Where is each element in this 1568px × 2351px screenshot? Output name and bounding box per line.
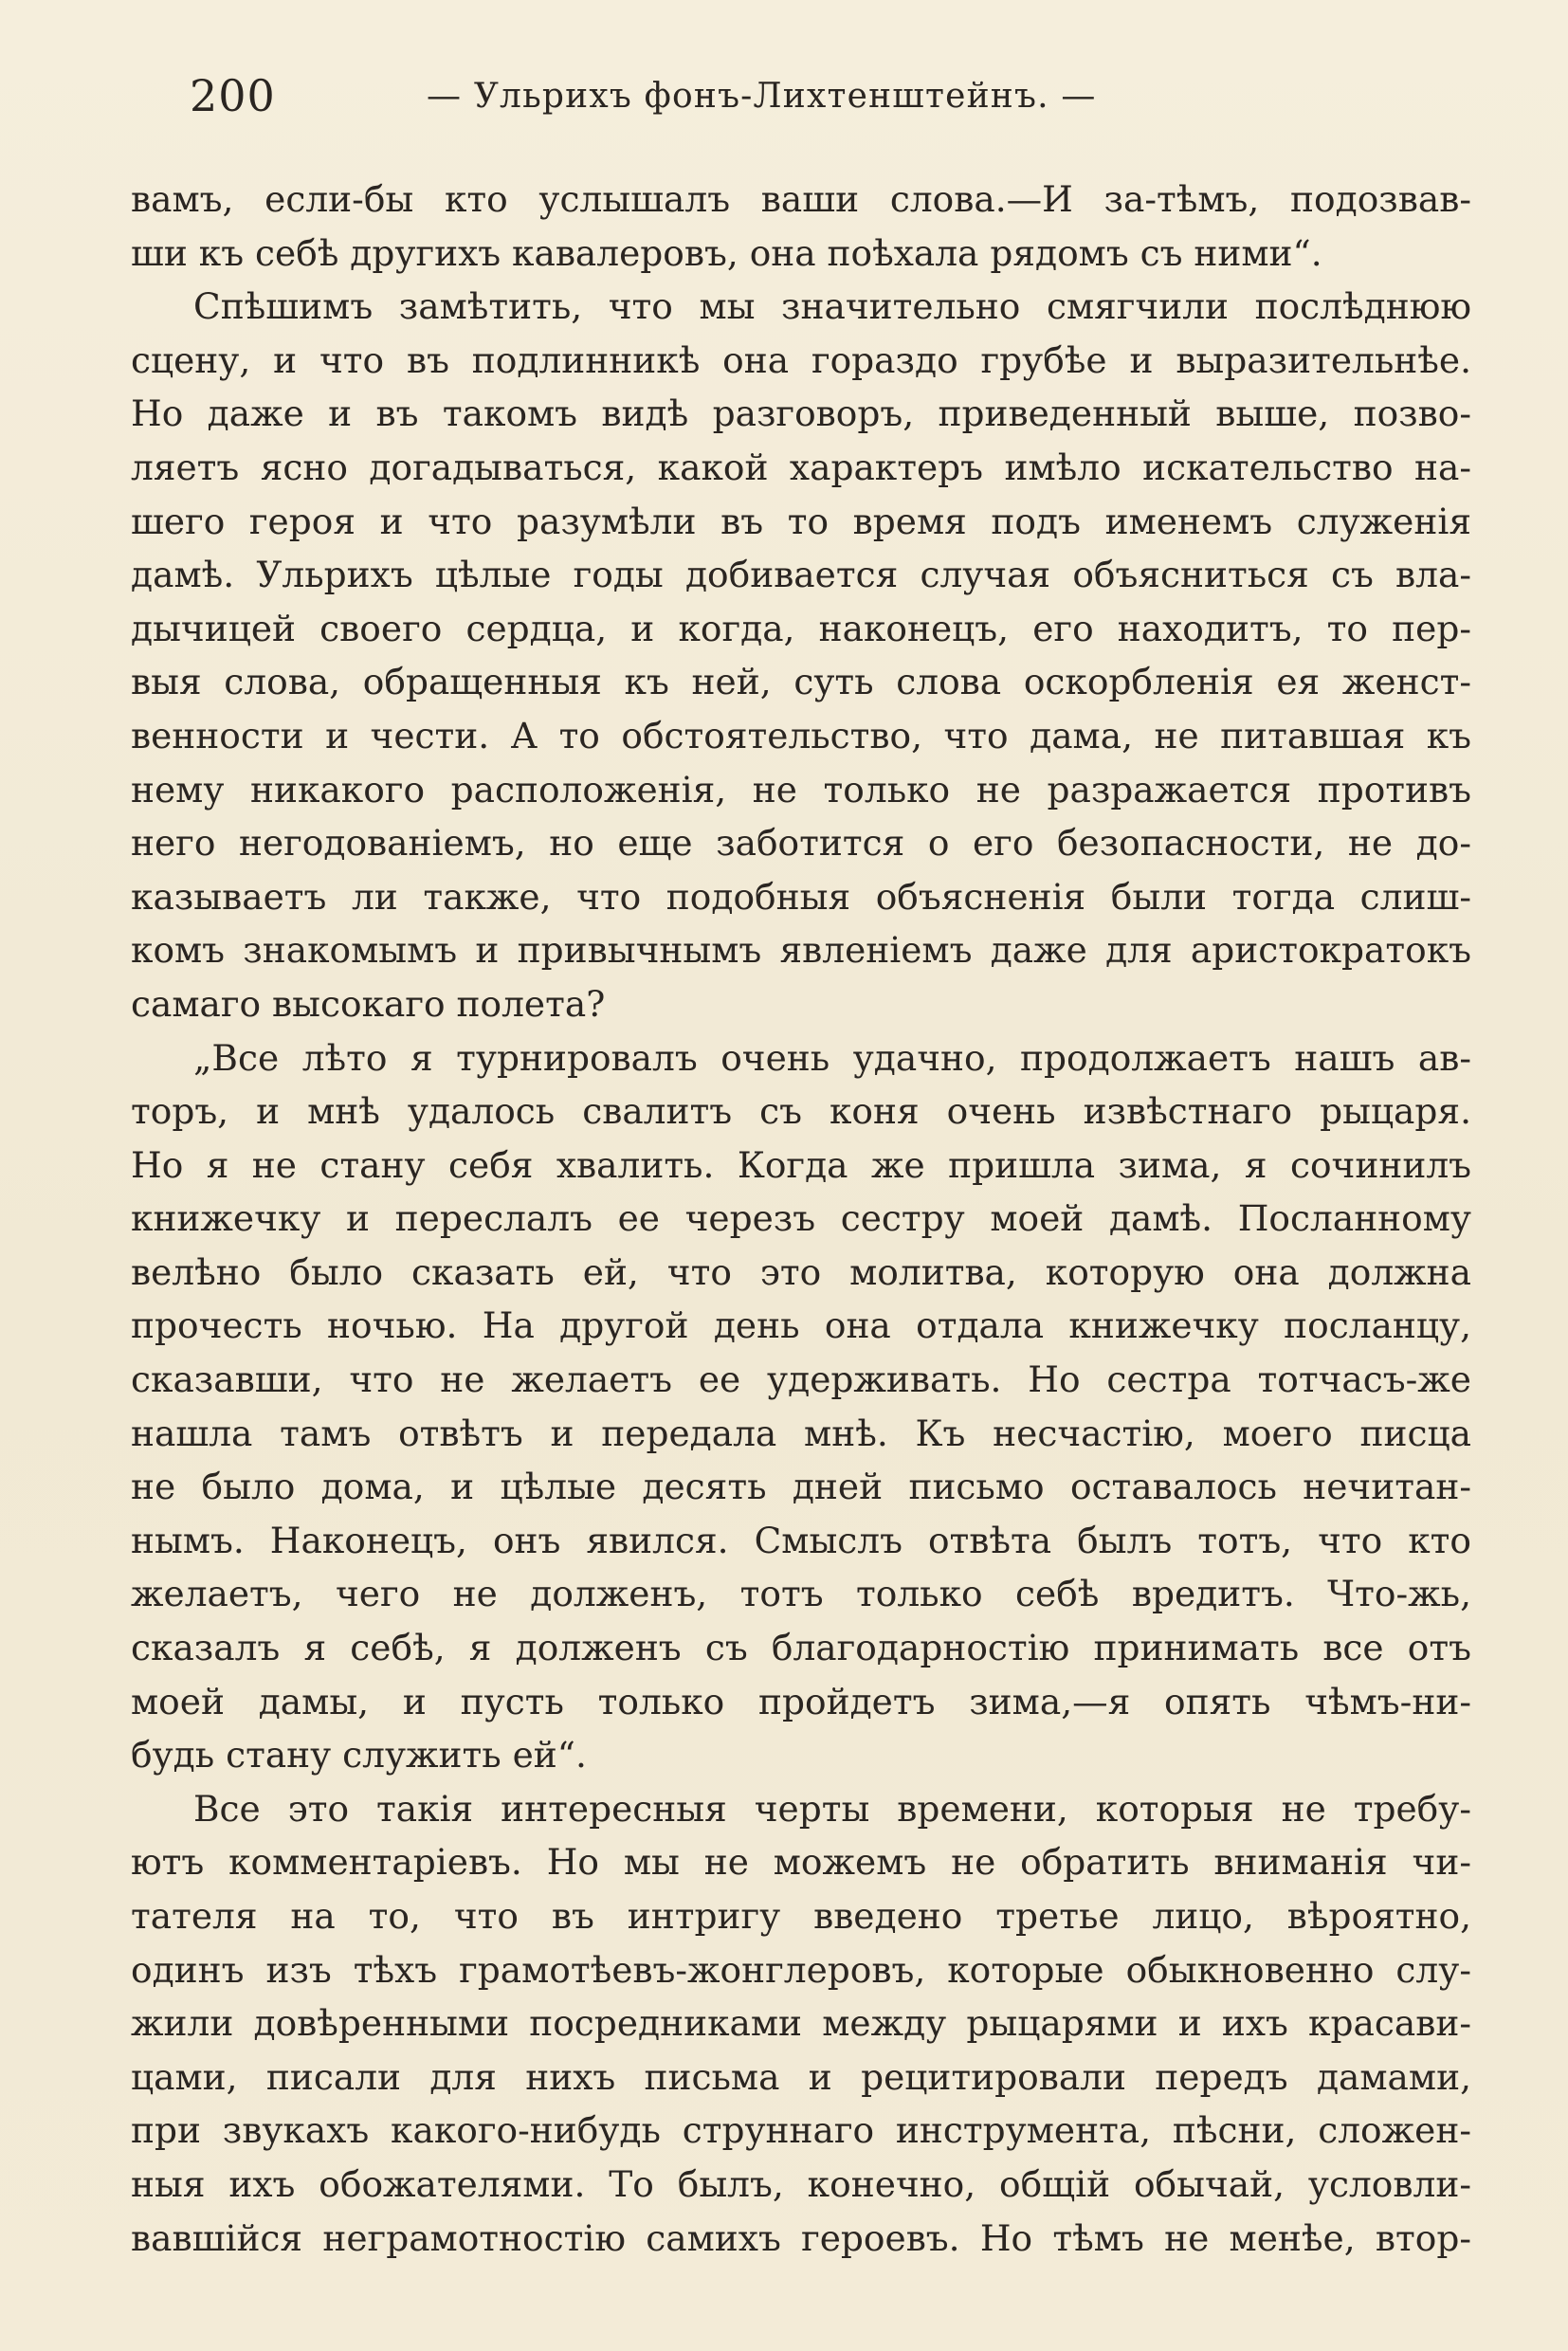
text-line: дычицей своего сердца, и когда, наконецъ, его находитъ, то пер-	[131, 607, 1471, 649]
text-line: самаго высокаго полета?	[131, 982, 606, 1025]
text-line: него негодованіемъ, но еще заботится о его безопасности, не до-	[131, 822, 1471, 865]
page-number: 200	[190, 70, 276, 121]
text-line: сцену, и что въ подлинникѣ она гораздо грубѣе и выразительнѣе.	[131, 338, 1471, 381]
text-line: желаетъ, чего не долженъ, тотъ только себѣ вредитъ. Что-жь,	[131, 1573, 1471, 1615]
text-line: дамѣ. Ульрихъ цѣлые годы добивается случая объясниться съ вла-	[131, 554, 1471, 596]
text-line: Но я не стану себя хвалить. Когда же пришла зима, я сочинилъ	[131, 1143, 1471, 1186]
text-line: прочесть ночью. На другой день она отдала книжечку посланцу,	[131, 1304, 1471, 1347]
text-line: не было дома, и цѣлые десять дней письмо оставалось нечитан-	[131, 1466, 1471, 1508]
text-line: Все это такія интересныя черты времени, которыя не требу-	[193, 1787, 1471, 1830]
text-line: нымъ. Наконецъ, онъ явился. Смыслъ отвѣта былъ тотъ, что кто	[131, 1519, 1471, 1561]
text-line: при звукахъ какого-нибудь струннаго инструмента, пѣсни, сложен-	[131, 2109, 1471, 2152]
body-text	[131, 173, 1471, 2265]
text-line: комъ знакомымъ и привычнымъ явленіемъ даже для аристократокъ	[131, 929, 1471, 972]
page-header	[190, 68, 1441, 135]
text-line: нашла тамъ отвѣтъ и передала мнѣ. Къ несчастію, моего писца	[131, 1412, 1471, 1454]
text-line: ши къ себѣ другихъ кавалеровъ, она поѣхала рядомъ съ ними“.	[131, 231, 1322, 274]
text-line: моей дамы, и пусть только пройдетъ зима,—я опять чѣмъ-ни-	[131, 1680, 1471, 1722]
text-line: ютъ комментаріевъ. Но мы не можемъ не обратить вниманія чи-	[131, 1841, 1471, 1884]
text-line: выя слова, обращенныя къ ней, суть слова оскорбленія ея женст-	[131, 661, 1471, 703]
text-line: ныя ихъ обожателями. То былъ, конечно, общій обычай, условли-	[131, 2162, 1471, 2205]
text-line: „Все лѣто я турнировалъ очень удачно, продолжаетъ нашъ ав-	[193, 1036, 1471, 1079]
text-line: венности и чести. А то обстоятельство, что дама, не питавшая къ	[131, 714, 1471, 756]
text-line: будь стану служить ей“.	[131, 1734, 587, 1777]
text-line: ляетъ ясно догадываться, какой характеръ имѣло искательство на-	[131, 446, 1471, 488]
text-line: казываетъ ли также, что подобныя объясненія были тогда слиш-	[131, 875, 1471, 918]
text-line: торъ, и мнѣ удалось свалитъ съ коня очень извѣстнаго рыцаря.	[131, 1090, 1471, 1133]
text-line: книжечку и переслалъ ее черезъ сестру моей дамѣ. Посланному	[131, 1197, 1471, 1240]
text-line: цами, писали для нихъ письма и рецитировали передъ дамами,	[131, 2055, 1471, 2098]
text-line: сказавши, что не желаетъ ее удерживать. Но сестра тотчасъ-же	[131, 1358, 1471, 1401]
text-line: жили довѣренными посредниками между рыцарями и ихъ красави-	[131, 2002, 1471, 2045]
text-line: нему никакого расположенія, не только не разражается противъ	[131, 768, 1471, 811]
running-title: — Ульрихъ фонъ-Лихтенштейнъ. —	[427, 77, 1097, 116]
text-line: вавшійся неграмотностію самихъ героевъ. Но тѣмъ не менѣе, втор-	[131, 2216, 1471, 2259]
text-line: Но даже и въ такомъ видѣ разговоръ, приведенный выше, позво-	[131, 392, 1471, 435]
text-line: шего героя и что разумѣли въ то время подъ именемъ служенія	[131, 500, 1471, 542]
text-line: велѣно было сказать ей, что это молитва, которую она должна	[131, 1250, 1471, 1293]
text-line: тателя на то, что въ интригу введено третье лицо, вѣроятно,	[131, 1895, 1471, 1937]
text-line: Спѣшимъ замѣтить, что мы значительно смягчили послѣднюю	[193, 285, 1471, 328]
text-line: вамъ, если-бы кто услышалъ ваши слова.—И за-тѣмъ, подозвав-	[131, 178, 1471, 220]
text-line: одинъ изъ тѣхъ грамотѣевъ-жонглеровъ, которые обыкновенно слу-	[131, 1948, 1471, 1991]
text-line: сказалъ я себѣ, я долженъ съ благодарностію принимать все отъ	[131, 1627, 1471, 1669]
